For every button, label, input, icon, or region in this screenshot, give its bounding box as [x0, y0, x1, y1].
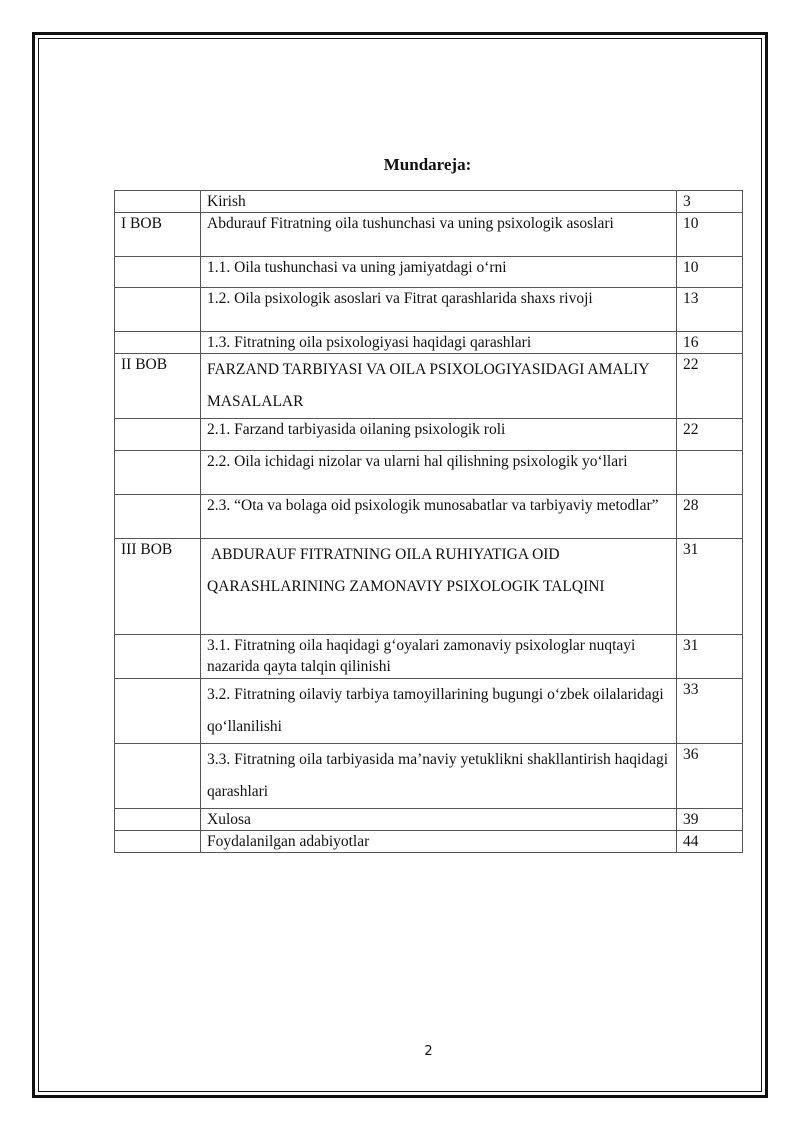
- title-cell: 2.3. “Ota va bolaga oid psixologik munosabatlar va tarbiyaviy metodlar”: [201, 495, 677, 539]
- title-cell: ABDURAUF FITRATNING OILA RUHIYATIGA OID QARASHLARINING ZAMONAVIY PSIXOLOGIK TALQINI: [207, 546, 605, 595]
- chapter-cell: [115, 451, 201, 495]
- chapter-cell: [115, 744, 201, 809]
- page-cell: 33: [677, 679, 743, 744]
- page-cell: 44: [677, 831, 743, 853]
- title-cell: 1.2. Oila psixologik asoslari va Fitrat qarashlarida shaxs rivoji: [201, 288, 677, 332]
- chapter-cell: [115, 288, 201, 332]
- page-number: 2: [424, 1044, 433, 1059]
- title-cell: Abdurauf Fitratning oila tushunchasi va uning psixologik asoslari: [201, 213, 677, 257]
- table-row: [115, 354, 743, 419]
- table-row: [115, 744, 743, 809]
- page-cell: 10: [677, 257, 743, 288]
- chapter-cell: [115, 419, 201, 451]
- page-cell: 13: [677, 288, 743, 332]
- chapter-cell: [115, 191, 201, 213]
- title-cell: 1.3. Fitratning oila psixologiyasi haqidagi qarashlari: [201, 332, 677, 354]
- table-of-contents: [114, 190, 743, 853]
- page-cell: 28: [677, 495, 743, 539]
- title-cell: Kirish: [201, 191, 677, 213]
- page-cell: 16: [677, 332, 743, 354]
- page-cell: [677, 451, 743, 495]
- table-row: [115, 332, 743, 354]
- chapter-cell: [115, 809, 201, 831]
- chapter-cell: [115, 332, 201, 354]
- page-cell: 31: [677, 539, 743, 635]
- page-title: Mundareja:: [383, 155, 472, 174]
- page-cell: 22: [677, 354, 743, 419]
- page-cell: 22: [677, 419, 743, 451]
- page-cell: 10: [677, 213, 743, 257]
- title-cell: 3.3. Fitratning oila tarbiyasida ma’naviy yetuklikni shakllantirish haqidagi qarashlari: [207, 751, 669, 800]
- table-row: [115, 539, 743, 635]
- table-row: [115, 213, 743, 257]
- chapter-cell: [115, 679, 201, 744]
- page-cell: 36: [677, 744, 743, 809]
- table-row: [115, 679, 743, 744]
- page-cell: 39: [677, 809, 743, 831]
- table-row: [115, 831, 743, 853]
- chapter-cell: [115, 831, 201, 853]
- table-row: [115, 257, 743, 288]
- chapter-cell: [115, 257, 201, 288]
- title-cell: Foydalanilgan adabiyotlar: [201, 831, 677, 853]
- table-row: [115, 288, 743, 332]
- table-row: [115, 495, 743, 539]
- table-row: [115, 635, 743, 679]
- table-row: [115, 809, 743, 831]
- page-cell: 31: [677, 635, 743, 679]
- title-cell: 1.1. Oila tushunchasi va uning jamiyatdagi o‘rni: [201, 257, 677, 288]
- table-row: [115, 191, 743, 213]
- chapter-cell: III BOB: [115, 539, 201, 635]
- title-cell: 3.2. Fitratning oilaviy tarbiya tamoyillarining bugungi o‘zbek oilalaridagi qo‘llanilishi: [207, 686, 664, 735]
- table-row: [115, 419, 743, 451]
- title-cell: 3.1. Fitratning oila haqidagi g‘oyalari zamonaviy psixologlar nuqtayi nazarida qayta talqin qilinishi: [201, 635, 677, 679]
- table-row: [115, 451, 743, 495]
- chapter-cell: II BOB: [115, 354, 201, 419]
- chapter-cell: [115, 635, 201, 679]
- title-cell: FARZAND TARBIYASI VA OILA PSIXOLOGIYASIDAGI AMALIY MASALALAR: [207, 361, 649, 410]
- chapter-cell: I BOB: [115, 213, 201, 257]
- title-cell: Xulosa: [201, 809, 677, 831]
- title-cell: 2.2. Oila ichidagi nizolar va ularni hal qilishning psixologik yo‘llari: [201, 451, 677, 495]
- title-cell: 2.1. Farzand tarbiyasida oilaning psixologik roli: [201, 419, 677, 451]
- chapter-cell: [115, 495, 201, 539]
- page-cell: 3: [677, 191, 743, 213]
